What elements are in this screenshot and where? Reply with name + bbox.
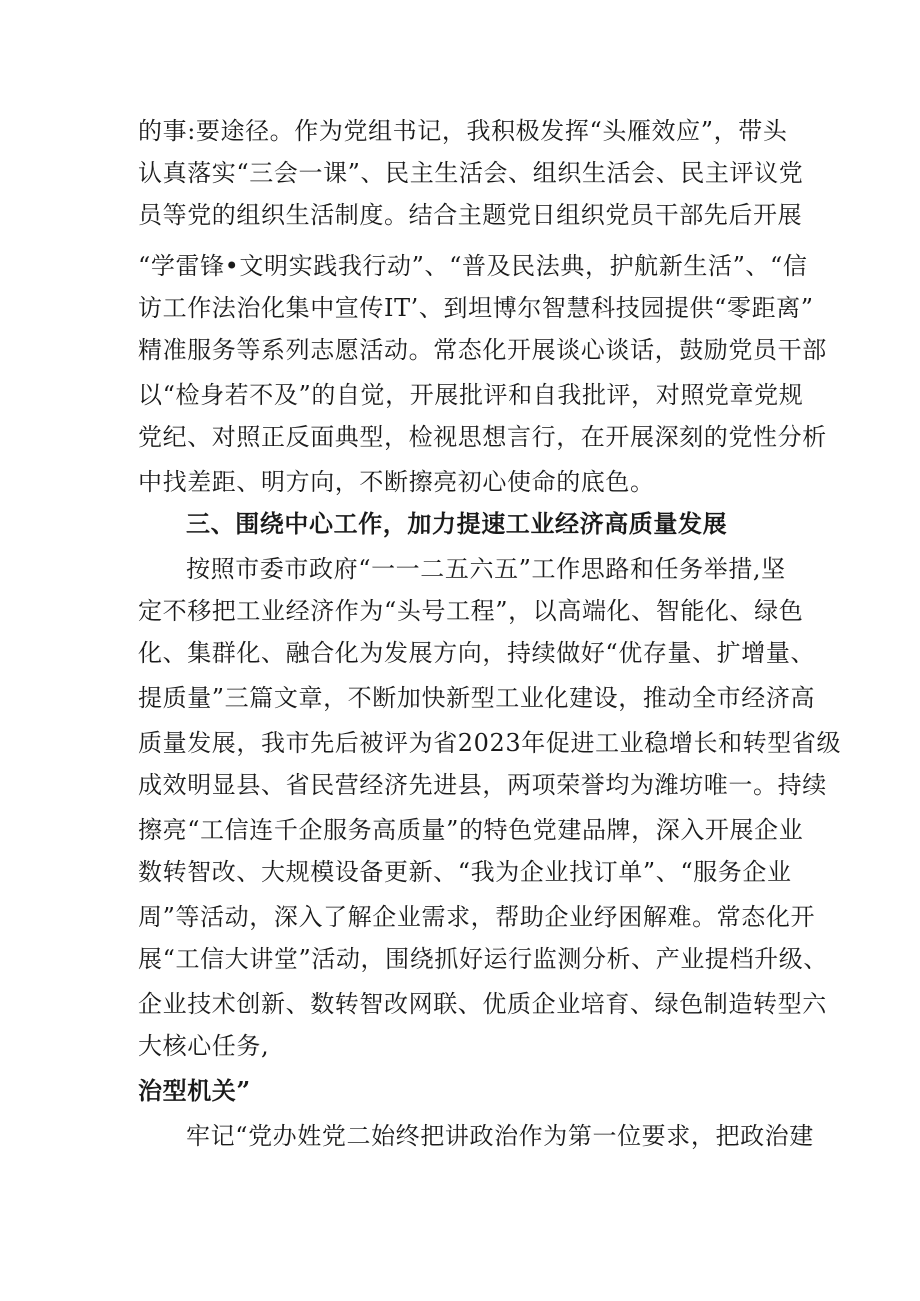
paragraph-line: 党纪、对照正反面典型，检视思想言行，在开展深刻的党性分析 [138, 423, 827, 451]
paragraph-line: 数转智改、大规模设备更新、“我为企业找订单”、“服务企业 [138, 858, 792, 886]
paragraph-line: 定不移把工业经济作为“头号工程”，以高端化、智能化、绿色 [138, 597, 804, 625]
paragraph-line: 访工作法治化集中宣传IT’、到坦博尔智慧科技园提供“零距离” [138, 294, 814, 322]
paragraph-line: 按照市委市政府“一一二五六五”工作思路和任务举措,坚 [186, 555, 786, 583]
paragraph-line: 牢记“党办姓党二始终把讲政治作为第一位要求，把政治建 [186, 1122, 814, 1150]
paragraph-line: 周”等活动，深入了解企业需求，帮助企业纾困解难。常态化开 [138, 903, 816, 931]
paragraph-line: 化、集群化、融合化为发展方向，持续做好“优存量、扩增量、 [138, 639, 816, 667]
paragraph-line: 擦亮“工信连千企服务高质量”的特色党建品牌，深入开展企业 [138, 816, 804, 844]
paragraph-line: 的事:要途径。作为党组书记，我积极发挥“头雁效应”，带头 [138, 117, 788, 145]
paragraph-line: 企业技术创新、数转智改网联、优质企业培育、绿色制造转型六 [138, 990, 827, 1018]
section-heading: 三、围绕中心工作，加力提速工业经济高质量发展 [186, 509, 728, 538]
paragraph-line: 认真落实“三会一课”、民主生活会、组织生活会、民主评议党 [138, 159, 804, 187]
paragraph-line: 提质量”三篇文章，不断加快新型工业化建设，推动全市经济高 [138, 684, 816, 712]
paragraph-line: 精准服务等系列志愿活动。常态化开展谈心谈话，鼓励党员干部 [138, 336, 827, 364]
paragraph-line: 成效明显县、省民营经济先进县，两项荣誉均为潍坊唯一。持续 [138, 771, 827, 799]
paragraph-line: “学雷锋•文明实践我行动”、“普及民法典，护航新生活”、“信 [138, 252, 808, 280]
paragraph-line: 展“工信大讲堂”活动，围绕抓好运行监测分析、产业提档升级、 [138, 945, 828, 973]
paragraph-line: 质量发展，我市先后被评为省2023年促进工业稳增长和转型省级 [138, 729, 842, 757]
paragraph-line: 大核心任务, [138, 1032, 270, 1060]
paragraph-line: 中找差距、明方向，不断擦亮初心使命的底色。 [138, 468, 655, 496]
paragraph-line: 员等党的组织生活制度。结合主题党日组织党员干部先后开展 [138, 201, 803, 229]
paragraph-line: 以“检身若不及”的自觉，开展批评和自我批评，对照党章党规 [138, 381, 804, 409]
subheading: 治型机关” [138, 1076, 251, 1105]
